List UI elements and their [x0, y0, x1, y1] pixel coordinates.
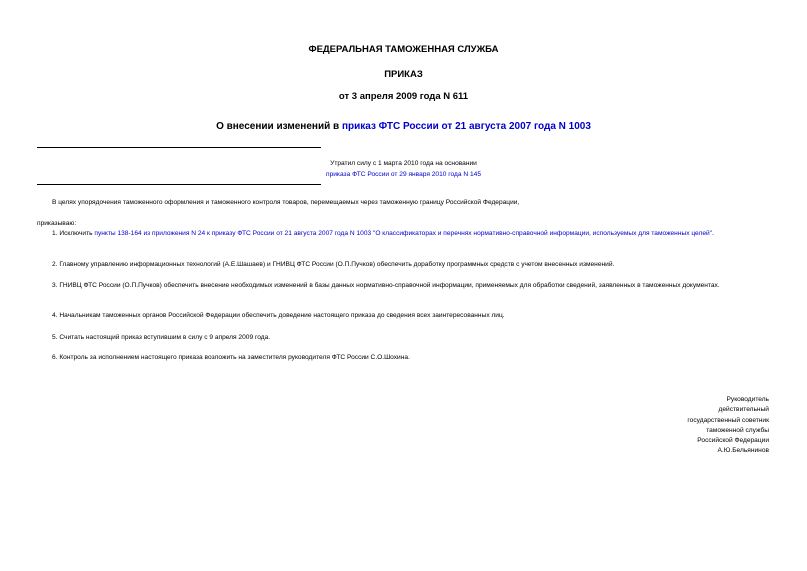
order-item-1 [37, 229, 785, 239]
referenced-order-link[interactable]: приказ ФТС России от 21 августа 2007 года N 1003 [341, 121, 591, 132]
agency-name: ФЕДЕРАЛЬНАЯ ТАМОЖЕННАЯ СЛУЖБА [308, 44, 499, 55]
status-note-basis [0, 169, 807, 180]
order-item-1-suffix: . [712, 230, 714, 237]
document-title-prefix: О внесении изменений в [216, 121, 342, 132]
document-title [0, 121, 807, 133]
preamble-text: В целях упорядочения таможенного оформления и таможенного контроля товаров, перемещаемых через таможенную границу Российской Федерации, [52, 199, 520, 206]
divider-bottom [37, 184, 321, 185]
repeal-order-link[interactable]: приказа ФТС России от 29 января 2010 года N 145 [326, 171, 481, 178]
order-item-3: 3. ГНИВЦ ФТС России (О.П.Пучков) обеспечить внесение необходимых изменений в базы данных нормативно-справочной информации, применяемых для обработки сведений, заявленных в таможенных документах. [52, 282, 720, 289]
signature-line: таможенной службы [706, 426, 769, 434]
order-item-4: 4. Начальникам таможенных органов Российской Федерации обеспечить доведение настоящего приказа до сведения всех заинтересованных лиц. [52, 312, 505, 319]
signature-line: Российской Федерации [697, 437, 769, 445]
signature-line: государственный советник [687, 416, 769, 424]
order-item-1-prefix: 1. Исключить [52, 230, 95, 237]
order-word: приказываю: [37, 220, 77, 227]
status-note-line: Утратил силу с 1 марта 2010 года на основании [330, 160, 477, 167]
signatory-name: А.Ю.Бельянинов [717, 447, 769, 455]
order-item-2: 2. Главному управлению информационных технологий (А.Е.Шашаев) и ГНИВЦ ФТС России (О.П.Пучков) обеспечить доработку программных средств с учетом внесенных изменений. [52, 261, 615, 268]
excluded-points-link[interactable]: пункты 138-164 из приложения N 24 к приказу ФТС России от 21 августа 2007 года N 1003 "О классификаторах и перечнях нормативно-справочной информации, используемых для таможенных целей" [94, 230, 713, 237]
divider-top [37, 147, 321, 148]
signature-line: Руководитель [726, 396, 769, 403]
signature-block [687, 395, 769, 457]
document-date-number: от 3 апреля 2009 года N 611 [338, 91, 469, 102]
order-item-6: 6. Контроль за исполнением настоящего приказа возложить на заместителя руководителя ФТС России С.О.Шохина. [52, 354, 410, 361]
order-item-5: 5. Считать настоящий приказ вступившим в силу с 9 апреля 2009 года. [52, 334, 271, 341]
signature-line: действительный [718, 406, 769, 414]
document-type: ПРИКАЗ [384, 69, 423, 80]
